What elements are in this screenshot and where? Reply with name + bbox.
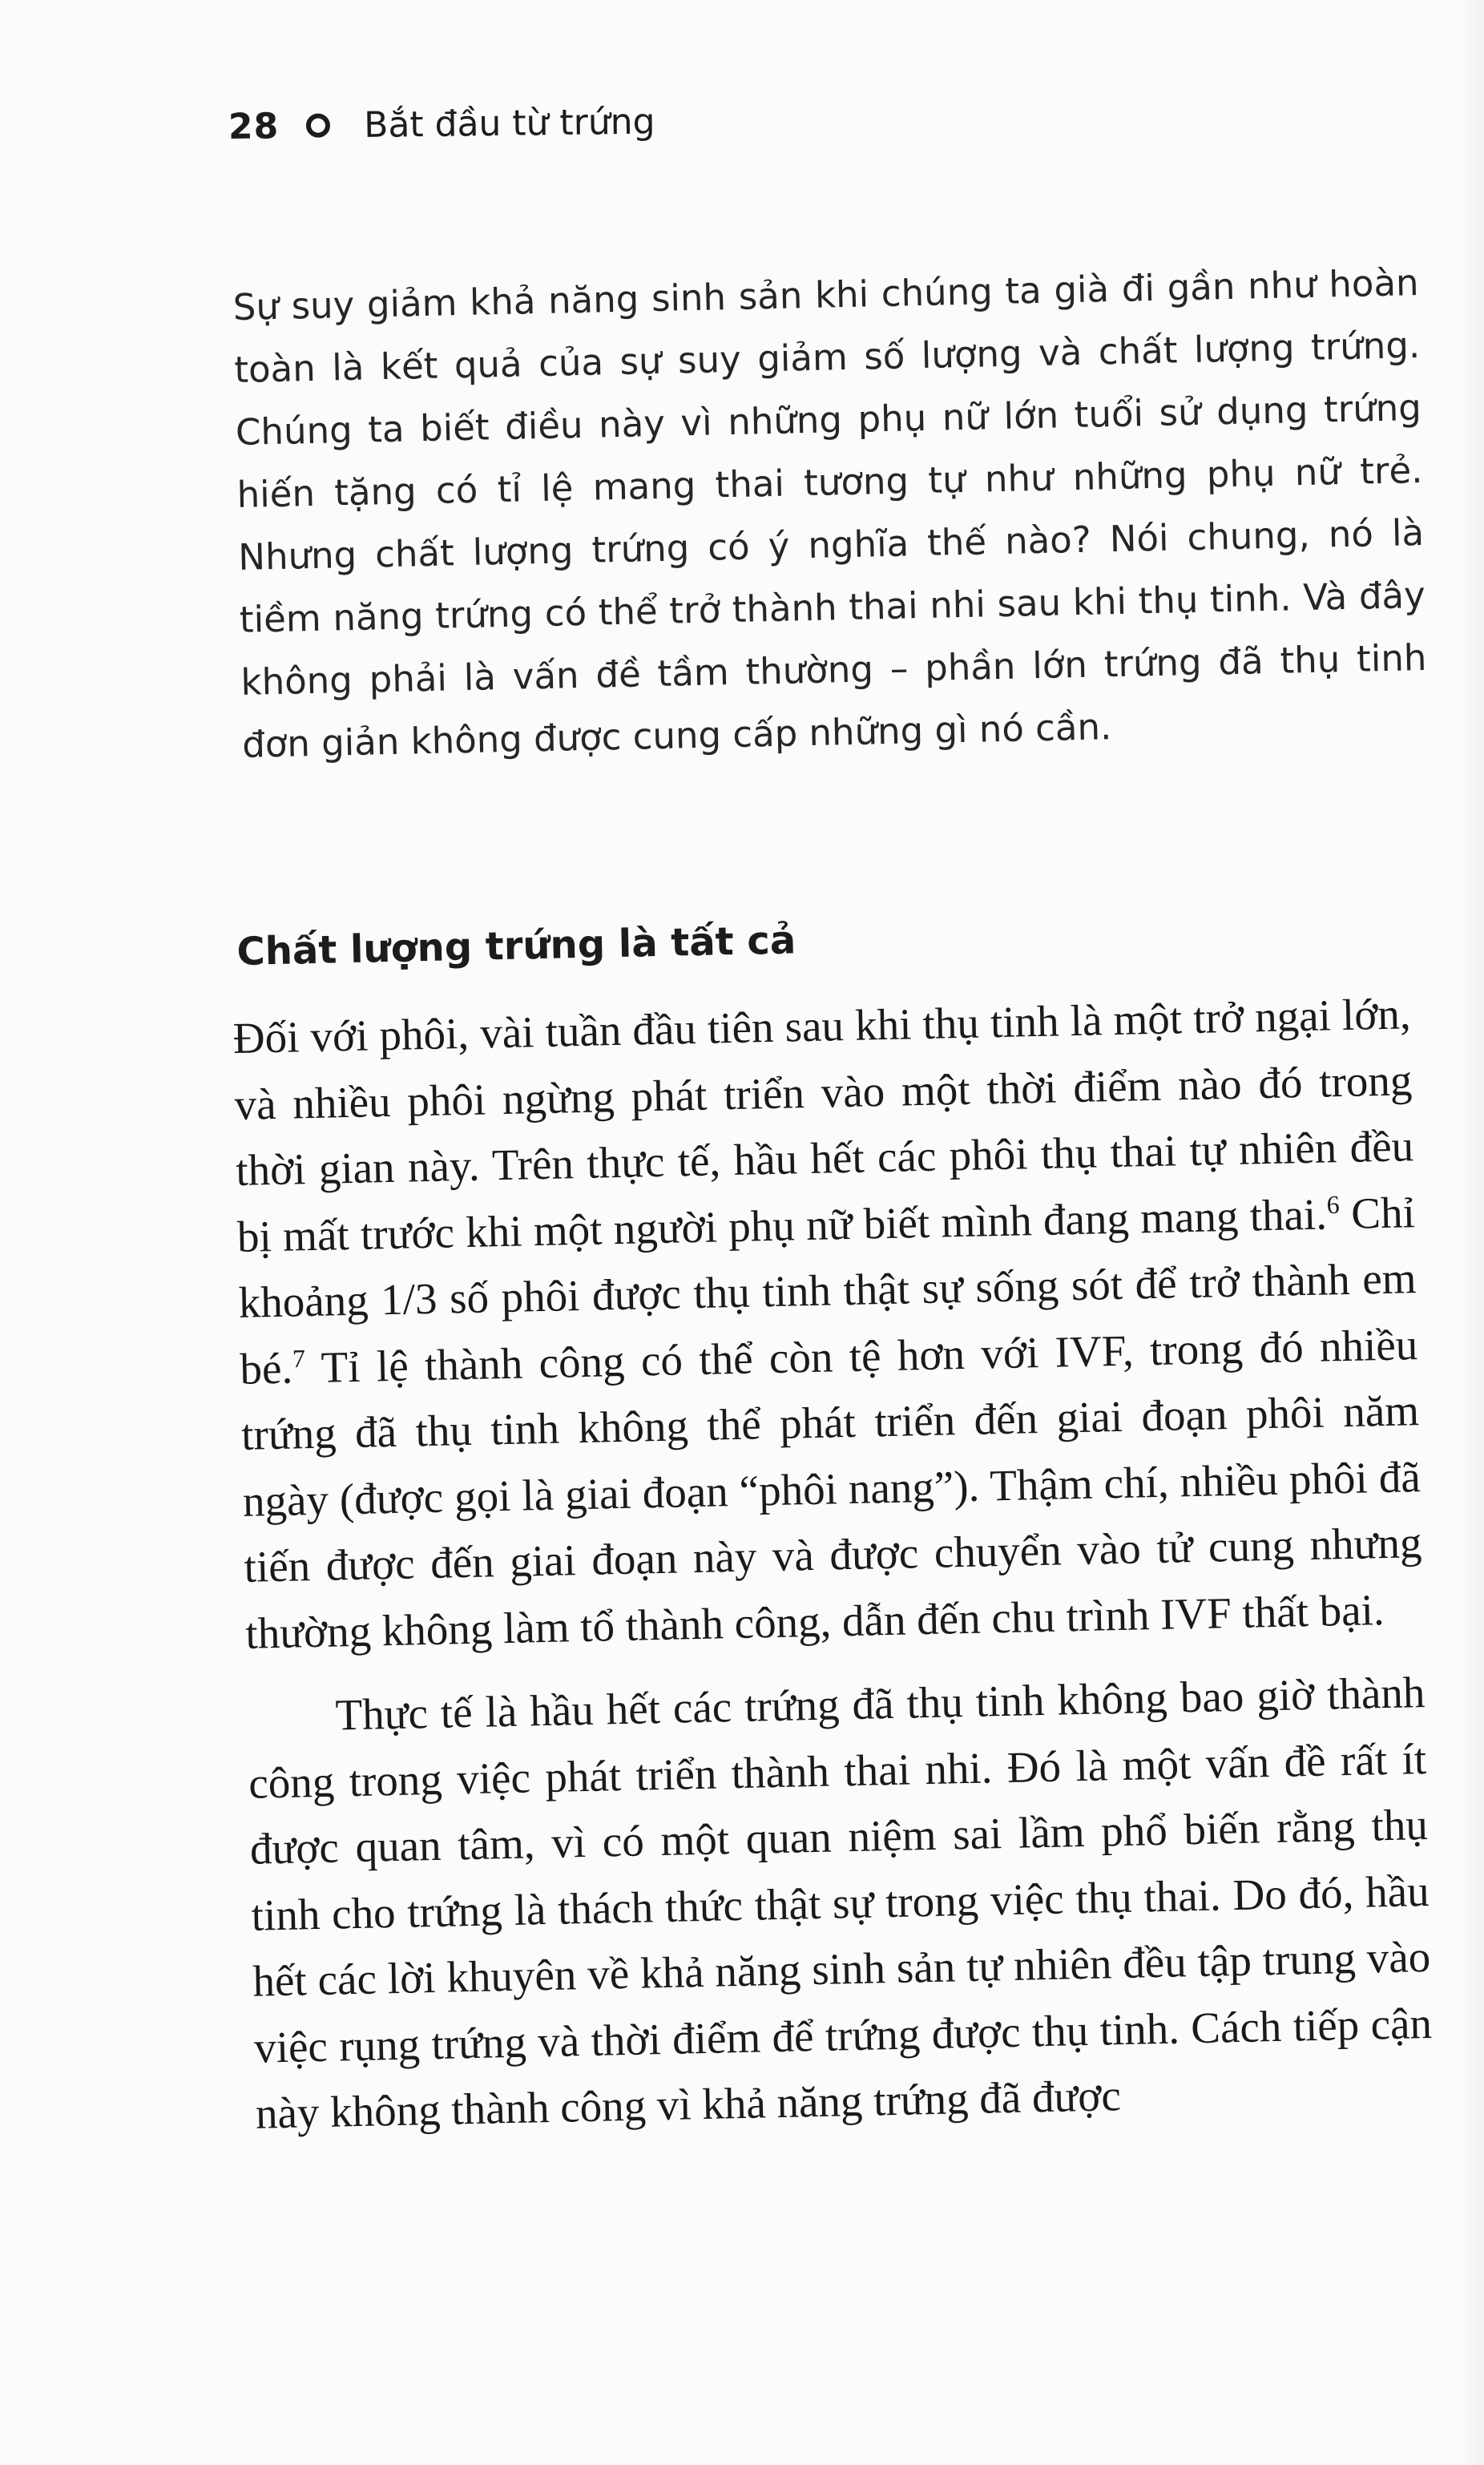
intro-paragraph: Sự suy giảm khả năng sinh sản khi chúng ta già đi gần như hoàn toàn là kết quả của sự suy giảm số lượng và chất lượng trứng. Chúng ta biết điều này vì những phụ nữ lớn tuổi sử dụng trứng hiến tặng có tỉ lệ mang thai tương tự như những phụ nữ trẻ. Nhưng chất lượng trứng có ý nghĩa thế nào? Nói chung, nó là tiềm năng trứng có thể trở thành thai nhi sau khi thụ tinh. Và đây không phải là vấn đề tầm thường – phần lớn trứng đã thụ tinh đơn giản không được cung cấp những gì nó cần. bbox=[232, 261, 1427, 766]
running-title: Bắt đầu từ trứng bbox=[363, 100, 655, 146]
footnote-ref-7: 7 bbox=[292, 1343, 306, 1373]
body-paragraph-1-part-3: Tỉ lệ thành công có thể còn tệ hơn với IVF, trong đó nhiều trứng đã thụ tinh không thể phát triển đến giai đoạn phôi năm ngày (được gọi là giai đoạn “phôi nang”). Thậm chí, nhiều phôi đã tiến được đến giai đoạn này và được chuyển vào tử cung nhưng thường không làm tổ thành công, dẫn đến chu trình IVF thất bại. bbox=[240, 1319, 1422, 1658]
body-paragraph-1 bbox=[232, 981, 1424, 1667]
intro-section bbox=[232, 252, 1429, 777]
footnote-ref-6: 6 bbox=[1326, 1189, 1341, 1219]
circle-icon bbox=[306, 113, 330, 137]
running-header bbox=[228, 89, 656, 159]
section-body bbox=[232, 981, 1434, 2147]
body-paragraph-2: Thực tế là hầu hết các trứng đã thụ tinh không bao giờ thành công trong việc phát triển thành thai nhi. Đó là một vấn đề rất ít được quan tâm, vì có một quan niệm sai lầm phổ biến rằng thụ tinh cho trứng là thách thức thật sự trong việc thụ thai. Do đó, hầu hết các lời khuyên về khả năng sinh sản tự nhiên đều tập trung vào việc rụng trứng và thời điểm để trứng được thụ tinh. Cách tiếp cận này không thành công vì khả năng trứng đã được bbox=[248, 1668, 1433, 2138]
page-number: 28 bbox=[228, 105, 280, 147]
body-paragraph-1-part-2: Chỉ khoảng 1/3 số phôi được thụ tinh thật sự sống sót để trở thành em bé. bbox=[238, 1187, 1417, 1394]
section-heading: Chất lượng trứng là tất cả bbox=[236, 918, 796, 974]
body-paragraph-1-part-1: Đối với phôi, vài tuần đầu tiên sau khi thụ tinh là một trở ngại lớn, và nhiều phôi ngừng phát triển vào một thời điểm nào đó trong thời gian này. Trên thực tế, hầu hết các phôi thụ thai tự nhiên đều bị mất trước khi một người phụ nữ biết mình đang mang thai. bbox=[232, 989, 1414, 1261]
